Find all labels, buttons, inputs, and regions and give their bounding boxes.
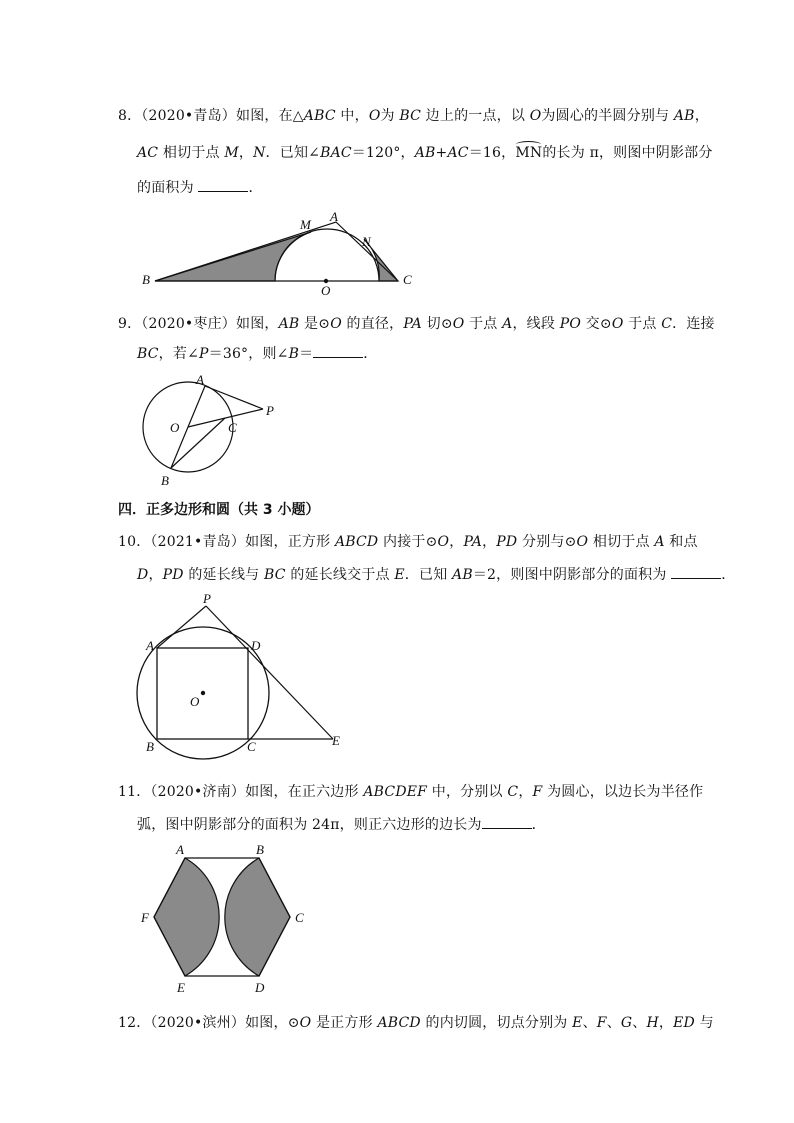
q8-text: 边上的一点，以 bbox=[421, 108, 530, 124]
q9-label-c: C bbox=[228, 420, 237, 435]
q9-text: PA bbox=[403, 316, 422, 332]
q9-text: O bbox=[330, 316, 342, 332]
q9-text: P bbox=[199, 346, 209, 362]
q12-text: ABCD bbox=[377, 1015, 421, 1031]
q11-label-e: E bbox=[177, 980, 185, 995]
q9-text: 的直径， bbox=[341, 316, 404, 332]
q9-text: ＝ bbox=[299, 346, 314, 362]
q9-label-a: A bbox=[196, 372, 204, 387]
section-heading: 四．正多边形和圆（共 3 小题） bbox=[118, 502, 320, 518]
q10-label-o: O bbox=[190, 694, 200, 709]
q10-text: PD bbox=[162, 567, 184, 583]
q11-shaded-right bbox=[225, 858, 290, 976]
arc-mn-label: MN bbox=[515, 145, 543, 161]
q10-text: E bbox=[394, 567, 405, 583]
q10-text: ．已知 bbox=[404, 567, 453, 583]
q9-text: 切⊙ bbox=[421, 316, 453, 332]
q10-text: O bbox=[437, 534, 450, 550]
q8-text: + bbox=[435, 145, 448, 161]
q8-text: BAC bbox=[320, 145, 352, 161]
q10-text: 分别与⊙ bbox=[517, 534, 577, 550]
q8-text: 的长为 π，则图中阴影部分 bbox=[542, 145, 713, 161]
q9-label-o: O bbox=[170, 420, 180, 435]
q9-text: B bbox=[288, 346, 300, 362]
q9-text: A bbox=[502, 316, 513, 332]
q8-label-a: A bbox=[330, 209, 338, 224]
q11-label-d: D bbox=[255, 980, 265, 995]
q9-text: 于点 bbox=[623, 316, 662, 332]
q10-text: 内接于⊙ bbox=[378, 534, 438, 550]
q11-text: 11．（2020•济南）如图，在正六边形 bbox=[118, 784, 364, 800]
q8-text: ． bbox=[248, 180, 263, 196]
q11-text: F bbox=[532, 784, 543, 800]
q9-text: ＝36°，则∠ bbox=[208, 346, 289, 362]
q11-text: ABCDEF bbox=[363, 784, 428, 800]
q8-label-o: O bbox=[321, 283, 331, 298]
q11-label-a: A bbox=[176, 842, 184, 857]
q10-label-p: P bbox=[203, 591, 211, 606]
q10-text: 相切于点 bbox=[588, 534, 655, 550]
q10-label-e: E bbox=[332, 733, 340, 748]
q9-text: ，线段 bbox=[512, 316, 560, 332]
q12-text: H bbox=[646, 1015, 659, 1031]
q10-label-d: D bbox=[251, 638, 261, 653]
q10-text: AB bbox=[452, 567, 473, 583]
q9-text: BC bbox=[137, 346, 159, 362]
q11-label-f: F bbox=[141, 910, 149, 925]
q10-text: O bbox=[576, 534, 589, 550]
q8-label-b: B bbox=[142, 272, 150, 287]
q10-text: PA bbox=[463, 534, 483, 550]
q11-shaded-left bbox=[154, 858, 219, 976]
q8-text: M bbox=[224, 145, 239, 161]
q12-text: 、 bbox=[606, 1015, 621, 1031]
q8-label-c: C bbox=[403, 272, 412, 287]
q8-text: 8．（2020•青岛）如图，在△ bbox=[118, 108, 304, 124]
q11-text: ， bbox=[518, 784, 533, 800]
q12-text: E bbox=[572, 1015, 583, 1031]
q9-text: 9．（2020•枣庄）如图， bbox=[118, 316, 279, 332]
q9-text: ． bbox=[363, 346, 378, 362]
q9-text: C bbox=[661, 316, 673, 332]
q8-text: 的面积为 bbox=[137, 180, 199, 196]
q8-text: 为 bbox=[380, 108, 400, 124]
q8-text: N bbox=[253, 145, 266, 161]
q12-text: O bbox=[299, 1015, 312, 1031]
q9-text: 是⊙ bbox=[299, 316, 331, 332]
q10-text: 的延长线交于点 bbox=[285, 567, 395, 583]
q9-text: PO bbox=[559, 316, 582, 332]
q9-text: 于点 bbox=[464, 316, 503, 332]
q11-text: 弧，图中阴影部分的面积为 24π，则正六边形的边长为 bbox=[137, 817, 482, 833]
q11-text: 为圆心，以边长为半径作 bbox=[542, 784, 704, 800]
q10-text: BC bbox=[264, 567, 286, 583]
q10-text: PD bbox=[496, 534, 518, 550]
q10-label-c: C bbox=[247, 739, 256, 754]
q12-text: 是正方形 bbox=[311, 1015, 378, 1031]
q9-text: AB bbox=[278, 316, 300, 332]
q12-text: 12．（2020•滨州）如图，⊙ bbox=[118, 1015, 300, 1031]
q8-text: BC bbox=[399, 108, 422, 124]
q8-text: O bbox=[368, 108, 381, 124]
q12-text: 、 bbox=[582, 1015, 597, 1031]
q9-label-p: P bbox=[266, 403, 274, 418]
q11-text: 中，分别以 bbox=[427, 784, 508, 800]
q8-text: 相切于点 bbox=[158, 145, 225, 161]
q12-text: ED bbox=[673, 1015, 695, 1031]
q8-text: ＝16， bbox=[468, 145, 516, 161]
q8-text: ＝120°， bbox=[351, 145, 415, 161]
q8-text: ．已知∠ bbox=[265, 145, 321, 161]
q9-text: ，若∠ bbox=[158, 346, 200, 362]
q8-text: 为圆心的半圆分别与 bbox=[541, 108, 674, 124]
q8-text: 中， bbox=[335, 108, 369, 124]
q10-text: ABCD bbox=[334, 534, 379, 550]
q8-text: ， bbox=[238, 145, 254, 161]
q10-text: 10．（2021•青岛）如图，正方形 bbox=[118, 534, 335, 550]
q9-text: 交⊙ bbox=[581, 316, 612, 332]
q10-text: ． bbox=[721, 567, 736, 583]
q12-text-line-1 bbox=[118, 1012, 714, 1032]
q10-text: 的延长线与 bbox=[183, 567, 264, 583]
q9-text: O bbox=[452, 316, 465, 332]
q10-text: 和点 bbox=[664, 534, 698, 550]
q10-label-b: B bbox=[146, 739, 154, 754]
q10-text: ＝2，则图中阴影部分的面积为 bbox=[472, 567, 672, 583]
q10-label-a: A bbox=[146, 638, 154, 653]
q11-text: C bbox=[507, 784, 519, 800]
q9-label-b: B bbox=[161, 473, 169, 488]
q10-text: A bbox=[654, 534, 665, 550]
q10-text: ， bbox=[148, 567, 163, 583]
q8-text: AB bbox=[673, 108, 695, 124]
q12-text: 的内切圆，切点分别为 bbox=[420, 1015, 573, 1031]
q12-text: G bbox=[620, 1015, 633, 1031]
q11-label-b: B bbox=[256, 842, 264, 857]
q10-text: ， bbox=[449, 534, 464, 550]
q10-text: ， bbox=[482, 534, 497, 550]
q8-label-n: N bbox=[362, 234, 371, 249]
q12-text: 、 bbox=[632, 1015, 647, 1031]
q10-text: D bbox=[137, 567, 149, 583]
q12-text: 与 bbox=[694, 1015, 714, 1031]
q8-text: ABC bbox=[303, 108, 336, 124]
q8-text: O bbox=[529, 108, 542, 124]
q12-text: F bbox=[596, 1015, 607, 1031]
q8-text: AB bbox=[414, 145, 436, 161]
q8-text: AC bbox=[137, 145, 159, 161]
q12-text: ， bbox=[658, 1015, 674, 1031]
q8-label-m: M bbox=[300, 217, 311, 232]
q8-text: AC bbox=[447, 145, 469, 161]
q11-label-c: C bbox=[295, 910, 304, 925]
q8-text: ， bbox=[694, 108, 709, 124]
q9-text: ．连接 bbox=[672, 316, 715, 332]
q11-text: ． bbox=[531, 817, 546, 833]
q9-text: O bbox=[611, 316, 624, 332]
